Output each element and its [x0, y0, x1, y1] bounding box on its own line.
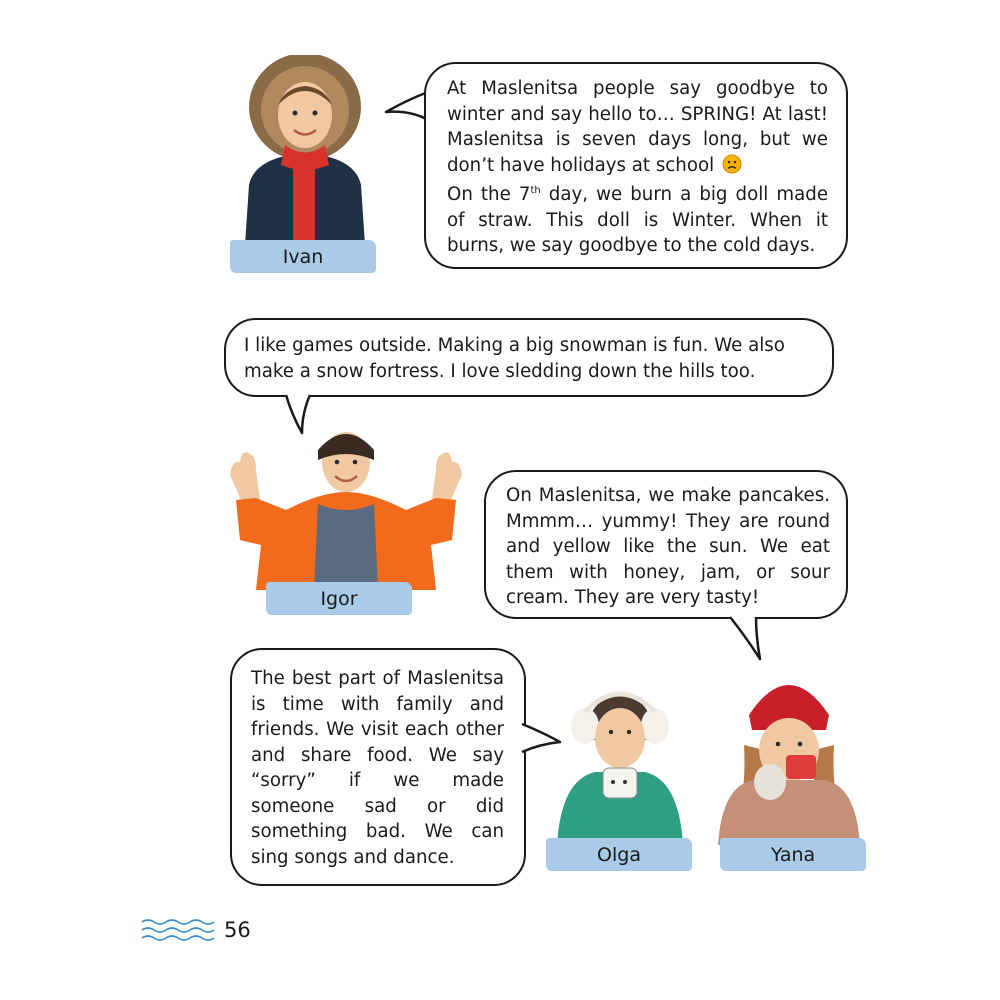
igor-photo — [226, 420, 466, 590]
sad-face-emoji-icon — [722, 154, 742, 174]
ivan-name-label — [230, 240, 376, 273]
page-number: 56 — [224, 918, 251, 942]
ivan-speech-bubble — [424, 62, 848, 269]
ivan-speech-text: At Maslenitsa people say goodbye to winter and say hello to… SPRING! At last! Maslenitsa is seven days long, but we don’t have holidays at school On the 7th day, we burn a big doll made of straw. This doll is Winter. When it burns, we say goodbye to the cold days. — [447, 78, 829, 257]
waves-decoration-icon — [140, 916, 218, 944]
olga-speech-bubble — [230, 648, 526, 886]
igor-name: Igor — [320, 587, 358, 610]
yana-speech-text: On Maslenitsa, we make pancakes. Mmmm… yummy! They are round and yellow like the sun. We eat them with honey, jam, or sour cream. They are very tasty! — [506, 485, 830, 608]
yana-name: Yana — [770, 843, 816, 866]
olga-speech-text: The best part of Maslenitsa is time with family and friends. We visit each other and share food. We say “sorry” if we made someone sad or did something bad. We can sing songs and dance. — [251, 668, 504, 868]
igor-speech-bubble — [224, 318, 834, 397]
yana-name-label — [720, 838, 866, 871]
ivan-photo — [225, 55, 385, 245]
olga-name: Olga — [597, 843, 641, 866]
yana-speech-bubble — [484, 470, 848, 619]
yana-bubble-tail — [726, 615, 766, 665]
yana-photo — [714, 660, 864, 845]
ivan-name: Ivan — [282, 245, 324, 268]
igor-speech-text: I like games outside. Making a big snowman is fun. We also make a snow fortress. I love sledding down the hills too. — [244, 335, 785, 382]
olga-name-label — [546, 838, 692, 871]
olga-photo — [555, 680, 685, 845]
igor-name-label — [266, 582, 412, 615]
